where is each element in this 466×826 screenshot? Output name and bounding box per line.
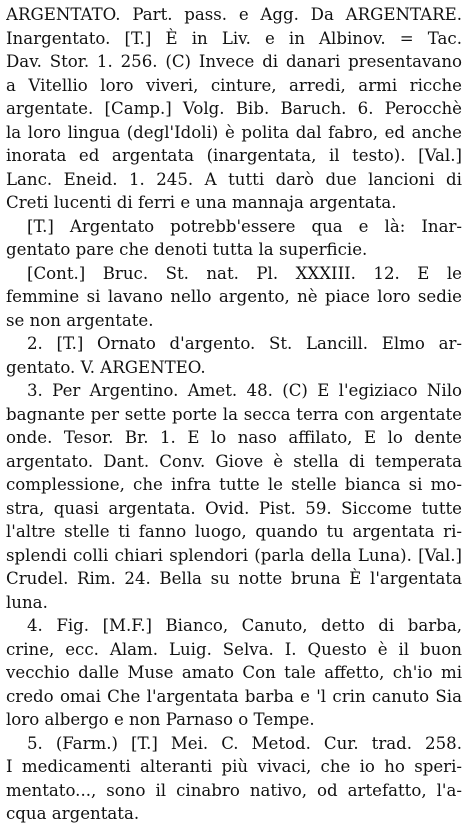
entry-line: mentato..., sono il cinabro nativo, od artefatto, l'a- bbox=[6, 780, 462, 800]
entry-line: Lanc. Eneid. 1. 245. A tutti darò due lancioni di bbox=[6, 169, 462, 189]
entry-line: Crudel. Rim. 24. Bella su notte bruna È l'argentata bbox=[6, 569, 462, 588]
entry-line: loro albergo e non Parnaso o Tempe. bbox=[6, 710, 315, 729]
entry-line: inorata ed argentata (inargentata, il testo). [Val.] bbox=[6, 146, 462, 165]
entry-line: 2. [T.] Ornato d'argento. St. Lancill. Elmo ar- bbox=[27, 334, 462, 353]
entry-line: l'altre stelle ti fanno luogo, quando tu argentata ri- bbox=[6, 522, 462, 541]
entry-line: gentato pare che denoti tutta la superficie. bbox=[6, 240, 368, 259]
entry-line: Creti lucenti di ferri e una mannaja argentata. bbox=[6, 193, 397, 212]
entry-line: complessione, che infra tutte le stelle bianca si mo- bbox=[6, 475, 462, 494]
entry-line: cqua argentata. bbox=[6, 804, 140, 823]
entry-line: bagnante per sette porte la secca terra con argentate bbox=[6, 404, 462, 424]
entry-line: argentato. Dant. Conv. Giove è stella di temperata bbox=[6, 451, 462, 471]
entry-line: gentato. V. ARGENTEO. bbox=[6, 357, 206, 377]
entry-line: [Cont.] Bruc. St. nat. Pl. XXXIII. 12. E le bbox=[27, 263, 462, 283]
entry-line: Inargentato. [T.] È in Liv. e in Albinov. = Tac. bbox=[6, 28, 462, 48]
entry-line: 4. Fig. [M.F.] Bianco, Canuto, detto di barba, bbox=[27, 616, 462, 635]
entry-line: splendi colli chiari splendori (parla della Luna). [Val.] bbox=[6, 545, 462, 565]
entry-line: se non argentate. bbox=[6, 310, 154, 330]
entry-line: ARGENTATO. Part. pass. e Agg. Da ARGENTARE. bbox=[6, 5, 462, 24]
entry-line: la loro lingua (degl'Idoli) è polita dal fabro, ed anche bbox=[6, 122, 462, 142]
dictionary-entry-argentato bbox=[6, 3, 462, 826]
entry-line: crine, ecc. Alam. Luig. Selva. I. Questo è il buon bbox=[6, 639, 462, 659]
entry-line: Dav. Stor. 1. 256. (C) Invece di danari presentavano bbox=[6, 52, 462, 71]
entry-line: 5. (Farm.) [T.] Mei. C. Metod. Cur. trad. 258. bbox=[27, 733, 462, 753]
entry-line: I medicamenti alteranti più vivaci, che io ho speri- bbox=[6, 757, 462, 776]
entry-line: luna. bbox=[6, 592, 48, 612]
entry-line: argentate. [Camp.] Volg. Bib. Baruch. 6. Perocchè bbox=[6, 99, 462, 118]
entry-line: stra, quasi argentata. Ovid. Pist. 59. Siccome tutte bbox=[6, 498, 462, 518]
entry-line: onde. Tesor. Br. 1. E lo naso affilato, E lo dente bbox=[6, 428, 462, 447]
entry-line: 3. Per Argentino. Amet. 48. (C) E l'egiziaco Nilo bbox=[27, 381, 462, 400]
entry-line: credo omai Che l'argentata barba e 'l crin canuto Sia bbox=[6, 686, 462, 706]
entry-line: vecchio dalle Muse amato Con tale affetto, ch'io mi bbox=[6, 663, 462, 682]
entry-line: femmine si lavano nello argento, nè piace loro sedie bbox=[6, 287, 462, 306]
entry-line: a Vitellio loro viveri, cinture, arredi, armi ricche bbox=[6, 75, 462, 95]
entry-line: [T.] Argentato potrebb'essere qua e là: Inar- bbox=[27, 216, 462, 236]
